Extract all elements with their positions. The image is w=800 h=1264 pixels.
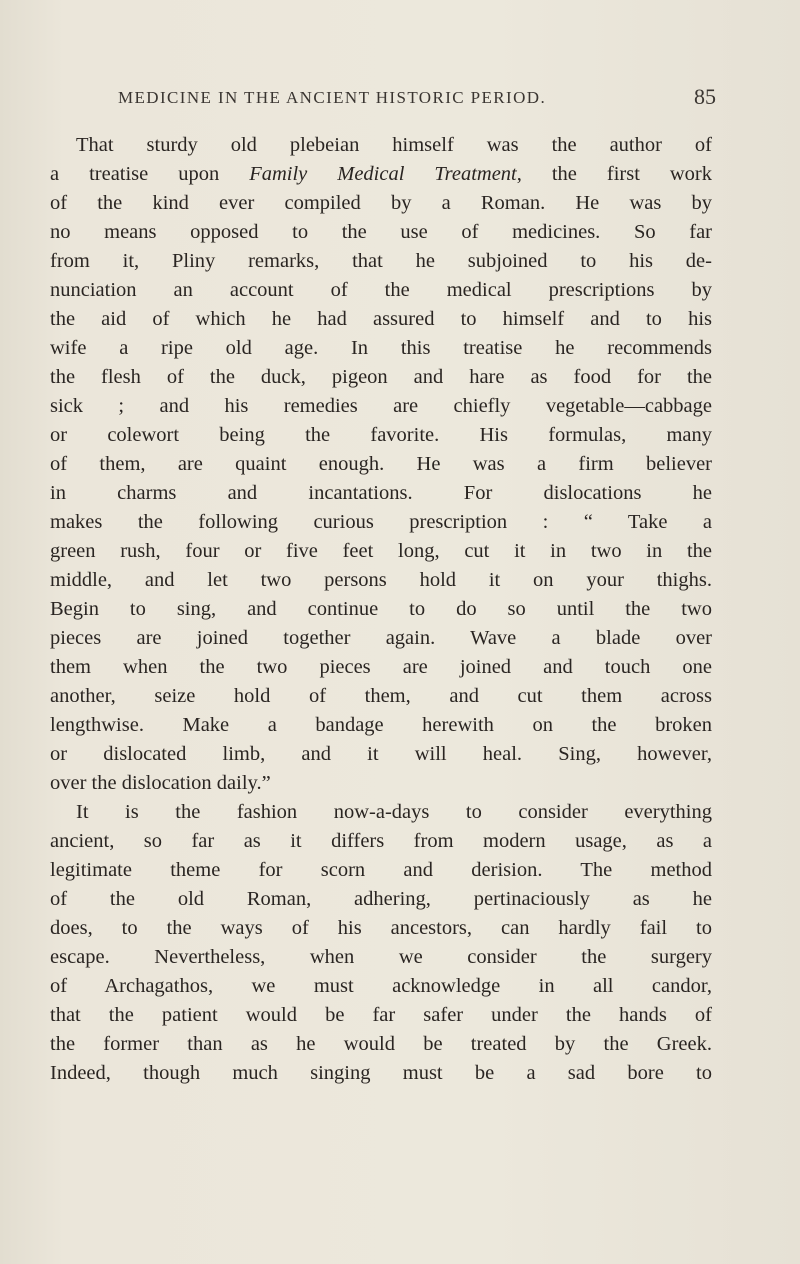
running-title: MEDICINE IN THE ANCIENT HISTORIC PERIOD. bbox=[118, 88, 547, 107]
text-line: pieces are joined together again. Wave a blade over bbox=[50, 627, 712, 649]
text-line: escape. Nevertheless, when we consider the surgery bbox=[50, 946, 712, 968]
book-title: Family Medical Treatment bbox=[249, 163, 517, 185]
text-line: does, to the ways of his ancestors, can hardly fail to bbox=[50, 917, 712, 939]
text-line: of the old Roman, adhering, pertinaciously as he bbox=[50, 888, 712, 910]
text-line: makes the following curious prescription : “ Take a bbox=[50, 511, 712, 533]
text-line: legitimate theme for scorn and derision. The method bbox=[50, 859, 712, 881]
text-line: Indeed, though much singing must be a sad bore to bbox=[50, 1062, 712, 1084]
text-line: wife a ripe old age. In this treatise he recommends bbox=[50, 337, 712, 359]
running-head bbox=[118, 86, 716, 114]
text-line: the flesh of the duck, pigeon and hare as food for the bbox=[50, 366, 712, 388]
text-line: them when the two pieces are joined and touch one bbox=[50, 656, 712, 678]
text-line: over the dislocation daily.” bbox=[50, 772, 271, 794]
text-line: in charms and incantations. For dislocations he bbox=[50, 482, 712, 504]
text-line: nunciation an account of the medical prescriptions by bbox=[50, 279, 712, 301]
text-line: Begin to sing, and continue to do so until the two bbox=[50, 598, 712, 620]
text-line: of Archagathos, we must acknowledge in all candor, bbox=[50, 975, 712, 997]
text-segment: a treatise upon bbox=[50, 163, 250, 185]
text-line: That sturdy old plebeian himself was the author of bbox=[76, 134, 712, 156]
text-line: that the patient would be far safer under the hands of bbox=[50, 1004, 712, 1026]
text-line: or dislocated limb, and it will heal. Sing, however, bbox=[50, 743, 712, 765]
text-line: middle, and let two persons hold it on your thighs. bbox=[50, 569, 712, 591]
page-number: 85 bbox=[694, 84, 716, 109]
text-segment: , the first work bbox=[516, 163, 712, 185]
text-line: another, seize hold of them, and cut them across bbox=[50, 685, 712, 707]
text-line: green rush, four or five feet long, cut it in two in the bbox=[50, 540, 712, 562]
text-line: It is the fashion now-a-days to consider everything bbox=[76, 801, 712, 823]
text-line: from it, Pliny remarks, that he subjoined to his de- bbox=[50, 250, 712, 272]
text-line bbox=[50, 160, 712, 189]
text-line: lengthwise. Make a bandage herewith on the broken bbox=[50, 714, 712, 736]
body-text bbox=[50, 131, 712, 1088]
text-line: of the kind ever compiled by a Roman. He was by bbox=[50, 192, 712, 214]
text-line: or colewort being the favorite. His formulas, many bbox=[50, 424, 712, 446]
text-line: no means opposed to the use of medicines. So far bbox=[50, 221, 712, 243]
text-line: of them, are quaint enough. He was a firm believer bbox=[50, 453, 712, 475]
text-line: ancient, so far as it differs from modern usage, as a bbox=[50, 830, 712, 852]
text-line: the aid of which he had assured to himself and to his bbox=[50, 308, 712, 330]
text-line: the former than as he would be treated by the Greek. bbox=[50, 1033, 712, 1055]
text-line: sick ; and his remedies are chiefly vegetable—cabbage bbox=[50, 395, 712, 417]
